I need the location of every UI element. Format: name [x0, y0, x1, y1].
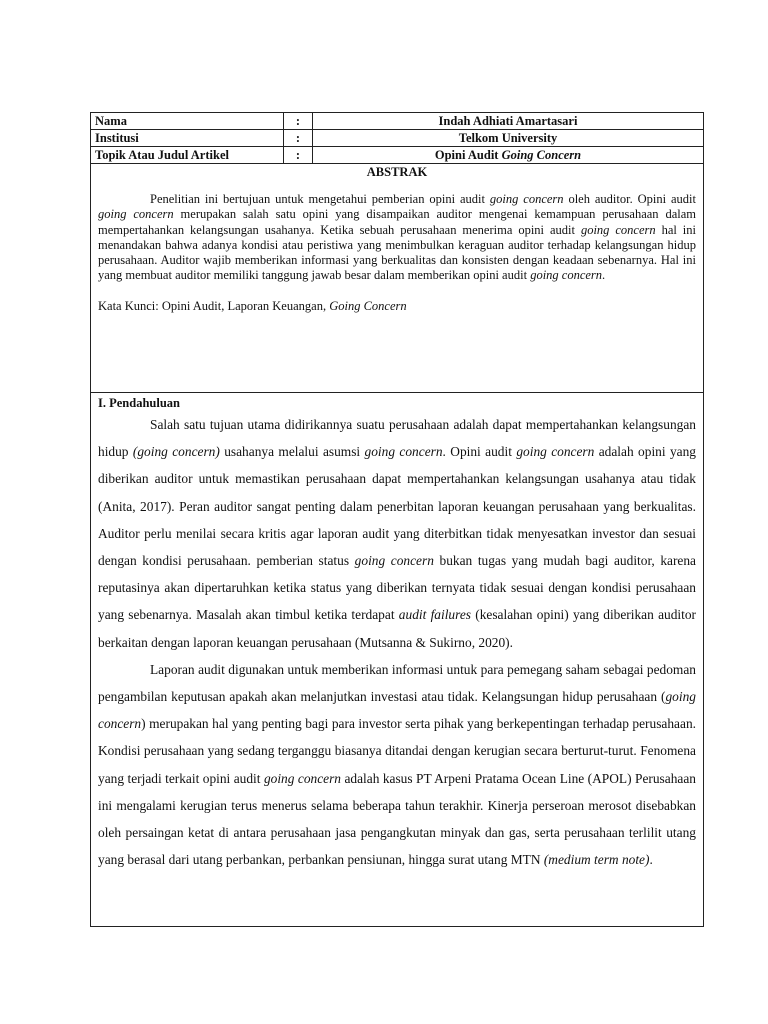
- abstract-italic-2: going concern: [98, 207, 174, 222]
- p2-italic-3: (medium term note): [543, 852, 650, 868]
- institusi-value: Telkom University: [458, 131, 558, 145]
- p1-text-4: adalah opini yang diberikan auditor untuk memastikan perusahaan dapat mempertahankan kelangsungan usahanya atau tidak (Anita, 2017). Peran auditor sangat penting dalam penerbitan laporan keuangan perusahaan yang berkualitas. Auditor perlu menilai secara kritis agar laporan audit yang diterbitkan tidak menyesatkan investor dan sesuai dengan kondisi perusahaan. pemberian status: [98, 444, 696, 569]
- p1-text-6: (kesalahan opini) yang diberikan auditor berkaitan dengan laporan keuangan perusahaan (Mutsanna & Sukirno, 2020).: [98, 607, 697, 650]
- abstract-italic-4: going concern: [530, 268, 603, 283]
- p2-text-1: Laporan audit digunakan untuk memberikan informasi untuk para pemegang saham sebagai pedoman pengambilan keputusan apakah akan melanjutkan investasi atau tidak. Kelangsungan hidup perusahaan (: [98, 661, 696, 705]
- keywords-text: Kata Kunci: Opini Audit, Laporan Keuangan,: [98, 298, 330, 313]
- p1-text-3: . Opini audit: [442, 444, 517, 460]
- intro-heading: I. Pendahuluan: [98, 396, 180, 410]
- abstract-section: [91, 164, 703, 393]
- nama-value: Indah Adhiati Amartasari: [438, 114, 578, 128]
- keywords: [98, 298, 696, 314]
- intro-paragraph-1: [98, 411, 696, 656]
- intro-paragraph-2: [98, 656, 696, 874]
- institusi-label: Institusi: [91, 130, 284, 146]
- p1-italic-2: going concern: [364, 444, 443, 460]
- p2-italic-1: going concern: [98, 689, 696, 732]
- keywords-italic: Going Concern: [329, 298, 407, 313]
- abstract-paragraph: [98, 192, 696, 284]
- abstract-text-1: Penelitian ini bertujuan untuk mengetahui pemberian opini audit: [150, 192, 490, 206]
- abstract-text-5: .: [602, 268, 606, 283]
- p2-text-2: ) merupakan hal yang penting bagi para investor serta pihak yang berkepentingan terhadap perusahaan. Kondisi perusahaan yang sedang terganggu biasanya ditandai dengan kerugian secara berturut-turut. Fenomena yang terjadi terkait opini audit: [98, 716, 696, 786]
- introduction-section: [91, 393, 703, 873]
- p1-italic-5: audit failures: [398, 607, 471, 623]
- topik-value: [313, 147, 703, 163]
- abstract-text-2: oleh auditor. Opini audit: [563, 192, 696, 206]
- info-row-nama: [91, 113, 703, 130]
- abstract-text-3: merupakan salah satu opini yang disampaikan auditor mengenai kemampuan perusahaan dalam mempertahankan kelangsungan usahanya. Ketika sebuah perusahaan menerima opini audit: [98, 207, 696, 237]
- p1-italic-4: going concern: [354, 553, 434, 569]
- abstract-title: ABSTRAK: [366, 165, 428, 179]
- article-summary-table: [90, 112, 704, 927]
- topik-colon: :: [284, 147, 313, 163]
- p1-text-5: bukan tugas yang mudah bagi auditor, karena reputasinya akan dipertaruhkan ketika status yang diberikan ternyata tidak sesuai dengan kondisi perusahaan yang sebenarnya. Masalah akan timbul ketika terdapat: [98, 553, 697, 623]
- p1-text-2: usahanya melalui asumsi: [219, 444, 365, 460]
- info-row-topik: [91, 147, 703, 164]
- abstract-italic-1: going concern: [489, 192, 564, 206]
- institusi-colon: :: [284, 130, 313, 146]
- p2-text-4: .: [649, 852, 653, 868]
- p2-italic-2: going concern: [263, 770, 342, 786]
- p2-text-3: adalah kasus PT Arpeni Pratama Ocean Line (APOL) Perusahaan ini mengalami kerugian terus menerus selama beberapa tahun terakhir. Kinerja perseroan merosot disebabkan oleh persaingan ketat di antara perusahaan jasa pengangkutan minyak dan gas, serta perusahaan terlilit utang yang berasal dari utang perbankan, perbankan pensiunan, hingga surat utang MTN: [98, 770, 696, 868]
- abstract-italic-3: going concern: [580, 222, 656, 237]
- nama-label: Nama: [91, 113, 284, 129]
- topik-value-prefix: Opini Audit: [434, 148, 502, 162]
- p1-text-1: Salah satu tujuan utama didirikannya suatu perusahaan adalah dapat mempertahankan kelangsungan hidup: [98, 417, 696, 460]
- p1-italic-3: going concern: [516, 444, 595, 460]
- topik-label: Topik Atau Judul Artikel: [91, 147, 284, 163]
- info-row-institusi: [91, 130, 703, 147]
- topik-value-italic: Going Concern: [501, 148, 582, 162]
- abstract-text-4: hal ini menandakan bahwa adanya kondisi atau peristiwa yang menimbulkan keraguan auditor terhadap kelangsungan hidup perusahaan. Auditor wajib memberikan informasi yang berkualitas dan konsisten dengan keadaan sebenarnya. Hal ini yang membuat auditor memiliki tanggung jawab besar dalam memberikan opini audit: [98, 222, 696, 283]
- nama-colon: :: [284, 113, 313, 129]
- p1-italic-1: (going concern): [132, 444, 220, 460]
